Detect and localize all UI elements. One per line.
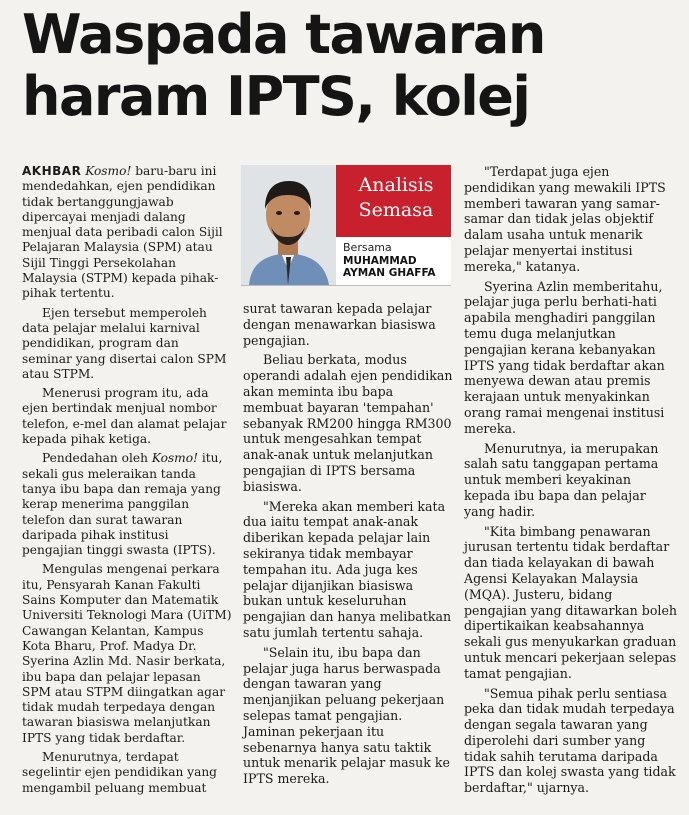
article-column-3: [464, 164, 678, 800]
paragraph: "Semua pihak perlu sentiasa peka dan tidak mudah terpedaya dengan segala tawaran yang diperolehi dari sumber yang tidak sahih terutama daripada IPTS dan kolej swasta yang tidak berdaftar," ujarnya.: [464, 685, 676, 796]
column-banner: [241, 165, 451, 286]
paragraph: "Mereka akan memberi kata dua iaitu tempat anak-anak diberikan kepada pelajar lain sekiranya tidak membayar tempahan itu. Ada juga kes pelajar dijanjikan biasiswa bukan untuk keseluruhan pengajian dan hanya melibatkan satu jumlah tertentu sahaja.: [243, 498, 452, 640]
article-column-1: [22, 164, 232, 800]
author-portrait: [241, 165, 336, 285]
paragraph-text: baru-baru ini mendedahkan, ejen pendidikan tidak bertanggungjawab dipercayai menjadi dalang menjual data peribadi calon Sijil Pelajaran Malaysia (SPM) atau Sijil Tinggi Persekolahan Malaysia (STPM) kepada pihak-pihak tertentu.: [22, 164, 223, 301]
paragraph-text: Pendedahan oleh: [42, 451, 152, 466]
lead-word: AKHBAR: [22, 164, 82, 178]
author-name-line2: AYMAN GHAFFA: [343, 267, 436, 279]
author-portrait-image: [241, 165, 336, 285]
paragraph: [22, 164, 232, 302]
paragraph: [22, 451, 232, 558]
paragraph: Beliau berkata, modus operandi adalah ejen pendidikan akan meminta ibu bapa membuat bayaran 'tempahan' sebanyak RM200 hingga RM300 untuk mengesahkan tempat anak-anak untuk melanjutkan pengajian di IPTS bersama biasiswa.: [243, 352, 453, 494]
column-title-line1: Analisis: [358, 174, 434, 196]
column-title: [343, 173, 449, 223]
headline: [22, 4, 682, 128]
byline-prefix: Bersama: [343, 241, 392, 254]
paragraph-text: itu, sekali gus meleraikan tanda tanya ibu bapa dan remaja yang kerap menerima panggilan telefon dan surat tawaran daripada pihak institusi pengajian tinggi swasta (IPTS).: [22, 451, 223, 558]
paragraph: "Selain itu, ibu bapa dan pelajar juga harus berwaspada dengan tawaran yang menjanjikan peluang pekerjaan selepas tamat pengajian. Jaminan pekerjaan itu sebenarnya hanya satu taktik untuk menarik pelajar masuk ke IPTS mereka.: [243, 644, 450, 787]
paragraph: Menurutnya, ia merupakan salah satu tanggapan pertama untuk memberi keyakinan kepada ibu bapa dan pelajar yang hadir.: [464, 440, 659, 519]
paragraph: surat tawaran kepada pelajar dengan menawarkan biasiswa pengajian.: [243, 301, 436, 348]
headline-line2: haram IPTS, kolej: [22, 65, 530, 128]
paragraph: Menerusi program itu, ada ejen bertindak menjual nombor telefon, e-mel dan alamat pelajar kepada pihak ketiga.: [22, 386, 227, 447]
paragraph: "Kita bimbang penawaran jurusan tertentu tidak berdaftar dan tiada kelayakan di bawah Agensi Kelayakan Malaysia (MQA). Justeru, bidang pengajian yang ditawarkan boleh dipertikaikan keabsahannya sekali gus menyukarkan graduan untuk mencari pekerjaan selepas tamat pengajian.: [464, 523, 678, 681]
paragraph: Ejen tersebut memperoleh data pelajar melalui karnival pendidikan, program dan seminar yang disertai calon SPM atau STPM.: [22, 305, 227, 381]
publication-name: Kosmo!: [85, 164, 132, 178]
author-name: [343, 255, 453, 279]
paragraph: Syerina Azlin memberitahu, pelajar juga perlu berhati-hati apabila menghadiri panggilan temu duga melanjutkan pengajian kerana kebanyakan IPTS yang tidak berdaftar akan menyewa dewan atau premis kerajaan untuk menyakinkan orang ramai mengenai institusi mereka.: [464, 278, 665, 436]
headline-line1: Waspada tawaran: [22, 3, 545, 66]
paragraph: Mengulas mengenai perkara itu, Pensyarah Kanan Fakulti Sains Komputer dan Matematik Universiti Teknologi Mara (UiTM) Cawangan Kelantan, Kampus Kota Bharu, Prof. Madya Dr. Syerina Azlin Md. Nasir berkata, ibu bapa dan pelajar lepasan SPM atau STPM diingatkan agar tidak mudah terpedaya dengan tawaran biasiswa melanjutkan IPTS yang tidak berdaftar.: [22, 562, 232, 745]
column-title-line2: Semasa: [358, 199, 434, 221]
publication-name: Kosmo!: [151, 451, 198, 466]
article-column-2: [243, 301, 455, 791]
paragraph: "Terdapat juga ejen pendidikan yang mewakili IPTS memberi tawaran yang samar-samar dan tidak jelas objektif dalam usaha untuk menarik pelajar menyertai institusi mereka," katanya.: [464, 164, 666, 274]
paragraph: Menurutnya, terdapat segelintir ejen pendidikan yang mengambil peluang membuat: [22, 749, 217, 795]
author-name-line1: MUHAMMAD: [343, 255, 417, 267]
